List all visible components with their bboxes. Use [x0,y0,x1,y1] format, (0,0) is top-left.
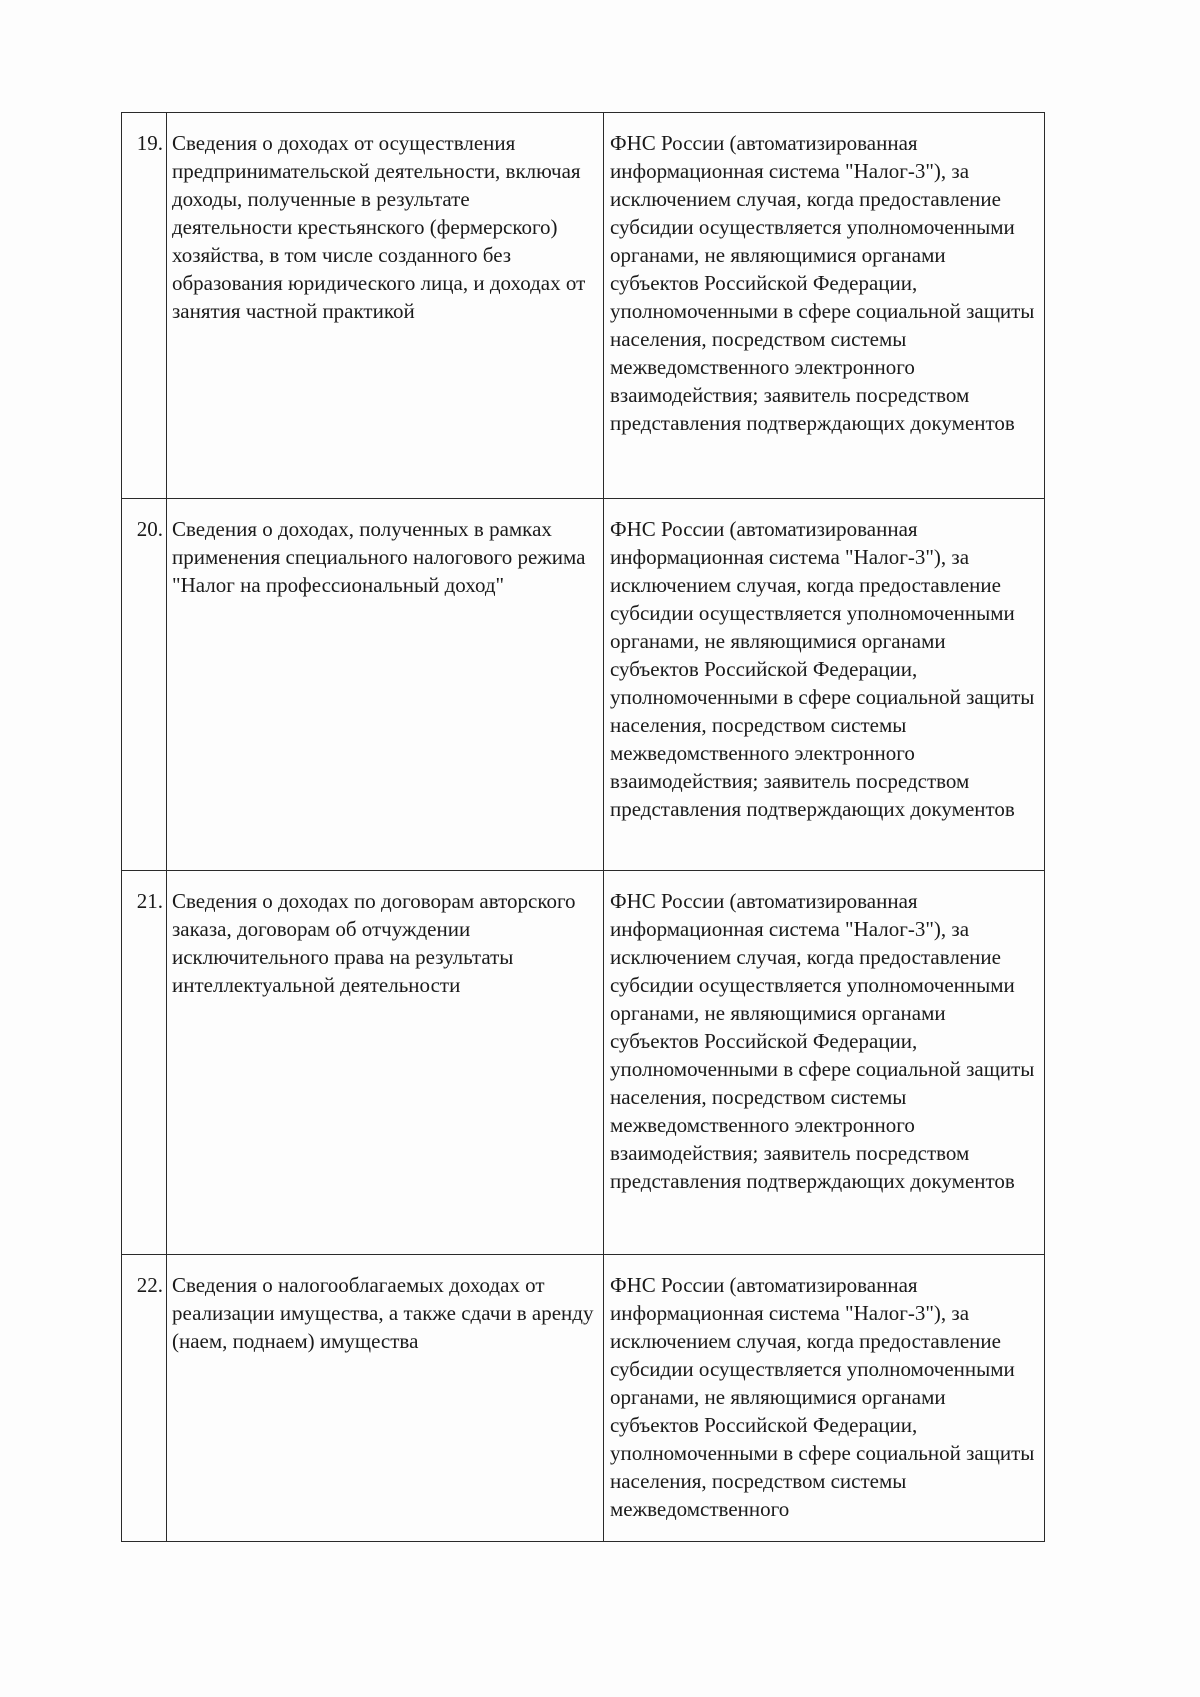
source-cell [604,499,1045,871]
row-description: Сведения о налогооблагаемых доходах от реализации имущества, а также сдачи в аренду (наем, поднаем) имущества [172,1273,594,1353]
source-cell [604,871,1045,1255]
description-cell [167,871,604,1255]
table-row [122,113,1045,499]
row-description: Сведения о доходах, полученных в рамках применения специального налогового режима "Налог на профессиональный доход" [172,517,586,597]
source-cell [604,113,1045,499]
row-number-cell [122,113,167,499]
row-source: ФНС России (автоматизированная информационная система "Налог-3"), за исключением случая, когда предоставление субсидии осуществляется уполномоченными органами, не являющимися органами субъектов Российской Федерации, уполномоченными в сфере социальной защиты населения, посредством системы межведомственного электронного взаимодействия; заявитель посредством представления подтверждающих документов [610,131,1035,435]
row-number-cell [122,871,167,1255]
description-cell [167,499,604,871]
table-row [122,499,1045,871]
source-cell [604,1255,1045,1542]
row-source: ФНС России (автоматизированная информационная система "Налог-3"), за исключением случая, когда предоставление субсидии осуществляется уполномоченными органами, не являющимися органами субъектов Российской Федерации, уполномоченными в сфере социальной защиты населения, посредством системы межведомственного электронного взаимодействия; заявитель посредством представления подтверждающих документов [610,517,1035,821]
row-number: 21. [136,889,163,913]
data-sources-table [121,112,1045,1542]
row-number-cell [122,1255,167,1542]
row-source: ФНС России (автоматизированная информационная система "Налог-3"), за исключением случая, когда предоставление субсидии осуществляется уполномоченными органами, не являющимися органами субъектов Российской Федерации, уполномоченными в сфере социальной защиты населения, посредством системы межведомственного электронного взаимодействия; заявитель посредством представления подтверждающих документов [610,889,1035,1193]
row-number: 22. [136,1273,163,1297]
description-cell [167,113,604,499]
row-number: 20. [136,517,163,541]
row-number-cell [122,499,167,871]
description-cell [167,1255,604,1542]
row-description: Сведения о доходах по договорам авторского заказа, договорам об отчуждении исключительного права на результаты интеллектуальной деятельности [172,889,576,997]
row-description: Сведения о доходах от осуществления предпринимательской деятельности, включая доходы, полученные в результате деятельности крестьянского (фермерского) хозяйства, в том числе созданного без образования юридического лица, и доходах от занятия частной практикой [172,131,586,323]
table-row [122,871,1045,1255]
table-row [122,1255,1045,1542]
row-number: 19. [136,131,163,155]
row-source: ФНС России (автоматизированная информационная система "Налог-3"), за исключением случая, когда предоставление субсидии осуществляется уполномоченными органами, не являющимися органами субъектов Российской Федерации, уполномоченными в сфере социальной защиты населения, посредством системы межведомственного [610,1273,1035,1521]
